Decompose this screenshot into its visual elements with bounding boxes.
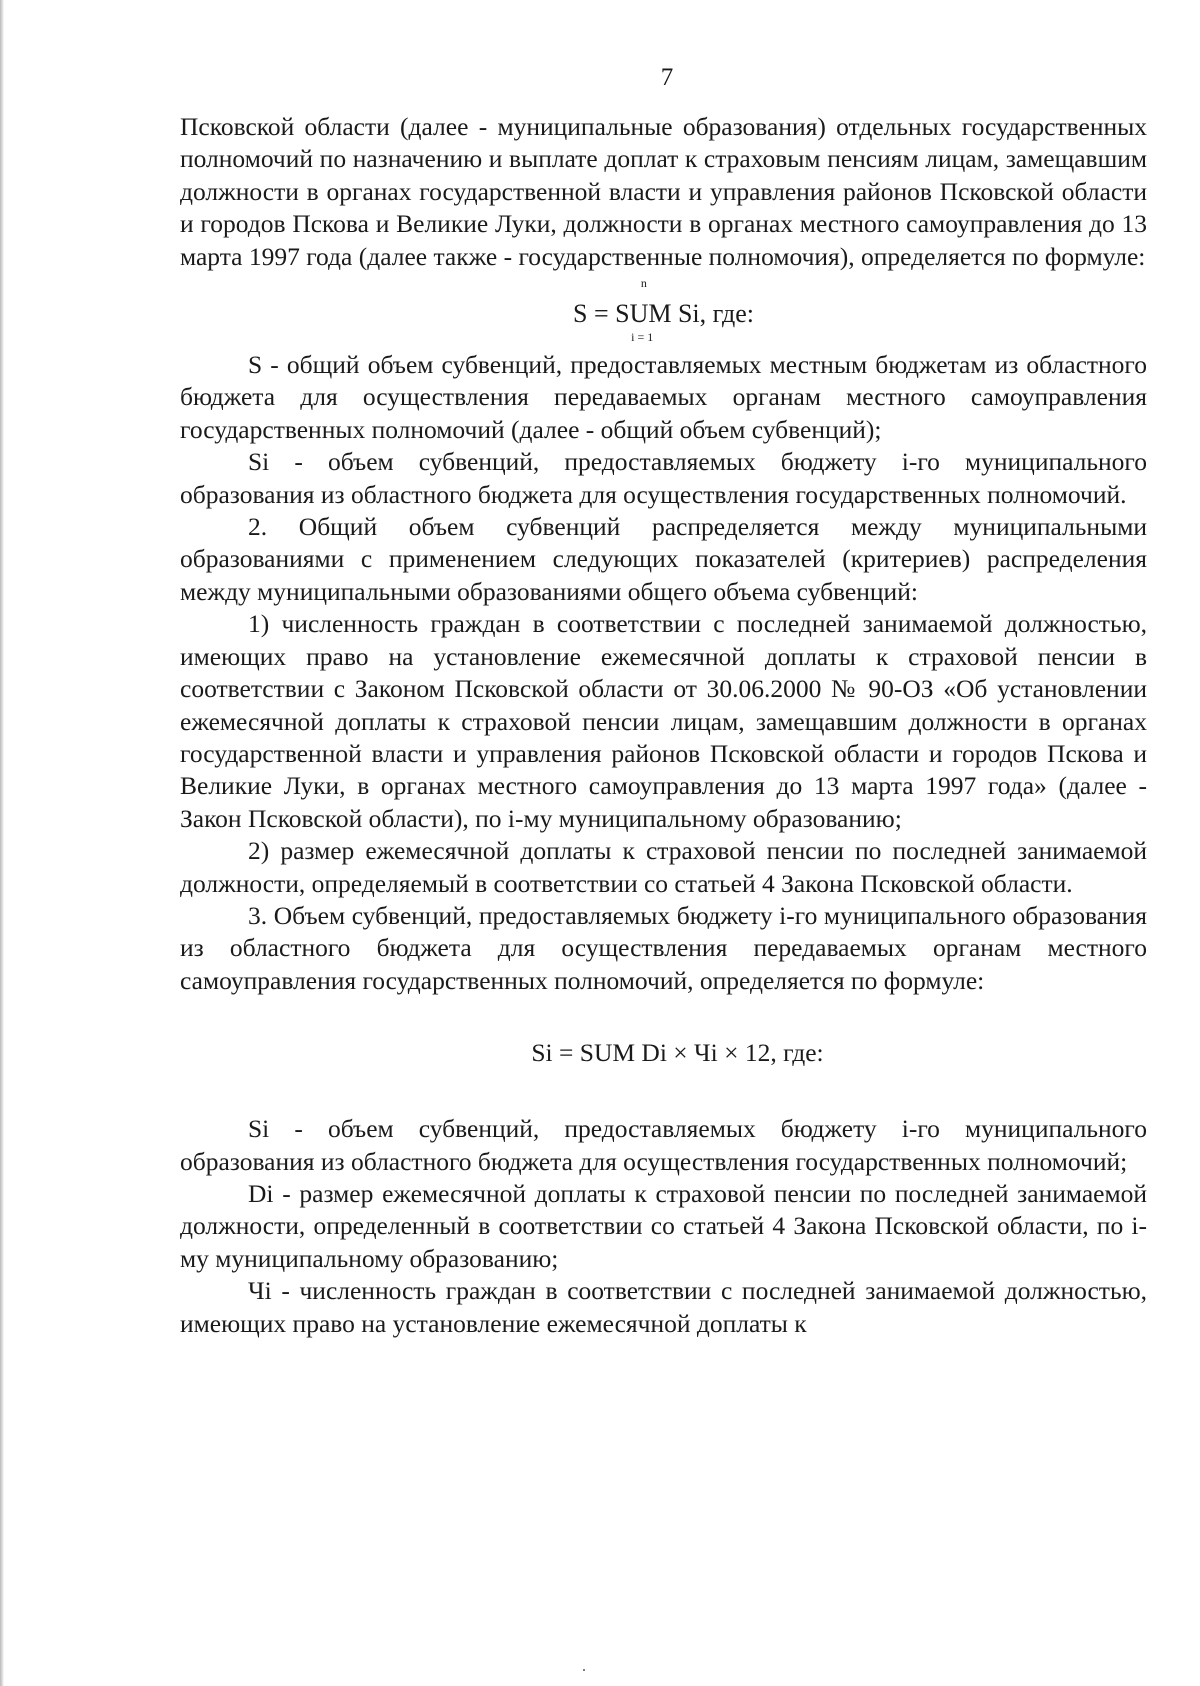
definition-chi: Чi - численность граждан в соответствии с последней занимаемой должностью, имеющих право на установление ежемесячной доплаты к bbox=[180, 1276, 1147, 1338]
sum-lower-limit: i = 1 bbox=[631, 330, 654, 345]
definition-si-2: Si - объем субвенций, предоставляемых бюджету i-го муниципального образования из областного бюджета для осуществления государственных полномочий; bbox=[180, 1114, 1147, 1176]
sum-upper-limit: n bbox=[640, 276, 647, 291]
definition-si: Si - объем субвенций, предоставляемых бюджету i-го муниципального образования из областного бюджета для осуществления государственных полномочий. bbox=[180, 447, 1147, 509]
paragraph-item-3: 3. Объем субвенций, предоставляемых бюджету i-го муниципального образования из областного бюджета для осуществления передаваемых органам местного самоуправления государственных полномочий, определяется по формуле: bbox=[180, 900, 1147, 995]
formula-right: Si, где: bbox=[671, 299, 755, 329]
criterion-2: 2) размер ежемесячной доплаты к страховой пенсии по последней занимаемой должности, определяемый в соответствии со статьей 4 Закона Псковской области. bbox=[180, 836, 1147, 898]
paragraph-intro: Псковской области (далее - муниципальные образования) отдельных государственных полномочий по назначению и выплате доплат к страховым пенсиям лицам, замещавшим должности в органах государственной власти и управления районов Псковской области и городов Пскова и Великие Луки, должности в органах местного самоуправления до 13 марта 1997 года (далее также - государственные полномочия), определяется по формуле: bbox=[180, 112, 1147, 271]
scan-edge bbox=[0, 0, 4, 1686]
page-number: 7 bbox=[660, 64, 674, 91]
paragraph-item-2: 2. Общий объем субвенций распределяется между муниципальными образованиями с применением следующих показателей (критериев) распределения между муниципальными образованиями общего объема субвенций: bbox=[180, 512, 1147, 606]
criterion-1: 1) численность граждан в соответствии с последней занимаемой должностью, имеющих право на установление ежемесячной доплаты к страховой пенсии в соответствии с Законом Псковской области от 30.06.2000 № 90-ОЗ «Об установлении ежемесячной доплаты к страховой пенсии лицам, замещавшим должности в органах государственной власти и управления районов Псковской области и городов Пскова и Великие Луки, в органах местного самоуправления до 13 марта 1997 года» (далее - Закон Псковской области), по i-му муниципальному образованию; bbox=[180, 609, 1147, 833]
scan-speck bbox=[583, 1669, 585, 1671]
sum-operator: SUM n i = 1 bbox=[615, 276, 672, 345]
formula-si: Si = SUM Di × Чi × 12, где: bbox=[531, 1038, 824, 1068]
definition-di: Di - размер ежемесячной доплаты к страховой пенсии по последней занимаемой должности, определенный в соответствии со статьей 4 Закона Псковской области, по i-му муниципальному образованию; bbox=[180, 1178, 1147, 1273]
formula-total-subvention bbox=[180, 276, 1147, 345]
definition-s: S - общий объем субвенций, предоставляемых местным бюджетам из областного бюджета для осуществления передаваемых органам местного самоуправления государственных полномочий (далее - общий объем субвенций); bbox=[180, 350, 1147, 444]
document-body bbox=[180, 111, 1147, 1340]
formula-left: S = bbox=[572, 299, 616, 329]
